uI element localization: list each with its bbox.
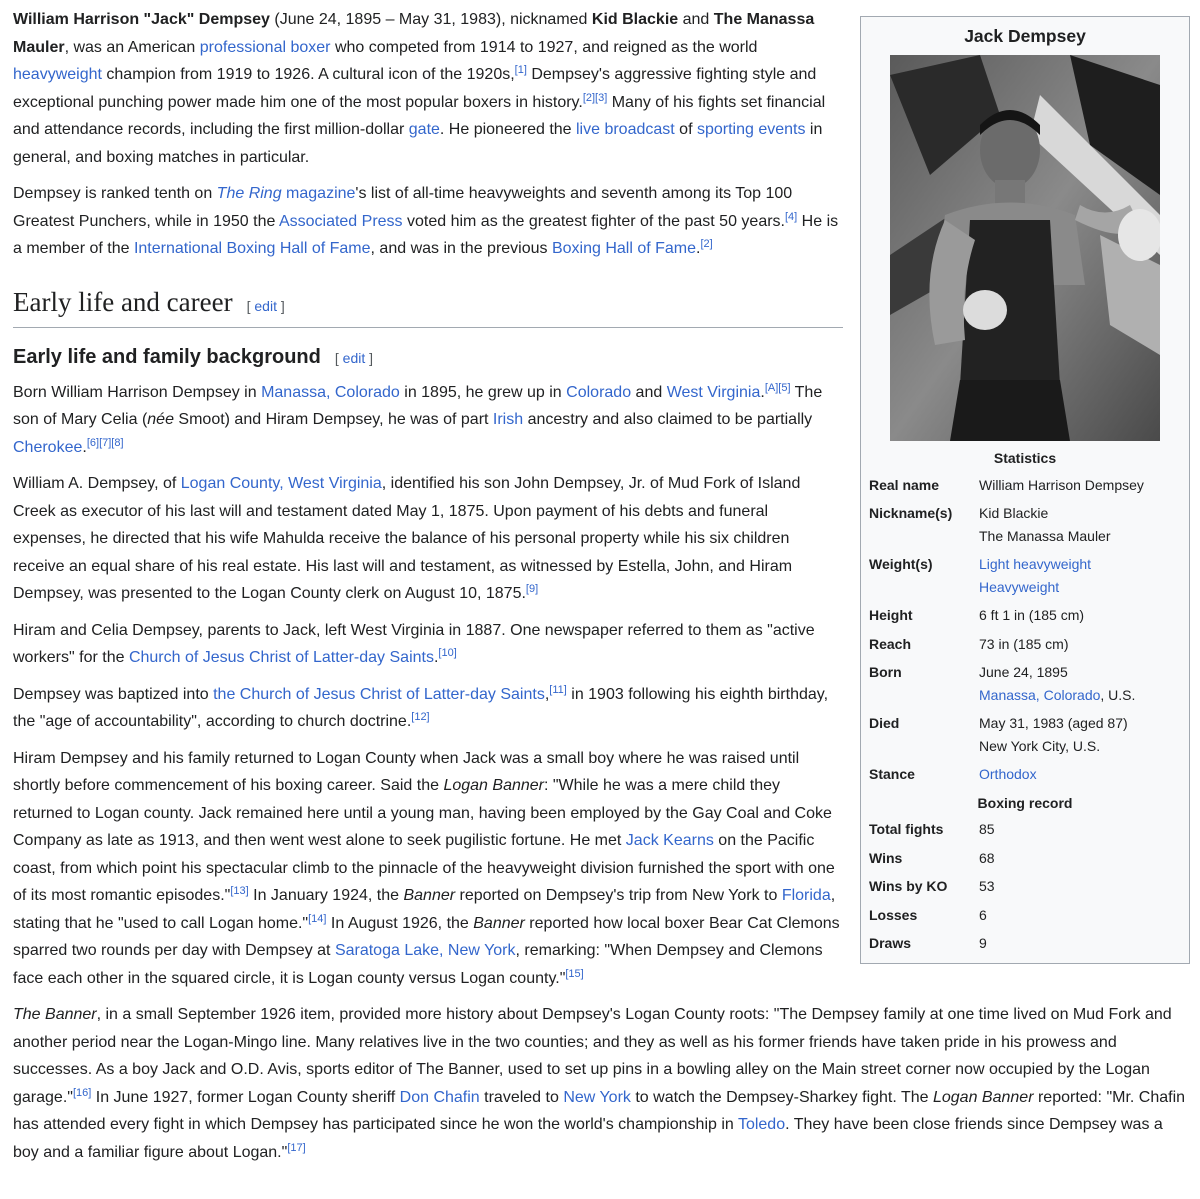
reach-label: Reach — [869, 635, 912, 652]
text: voted him as the greatest fighter of the past 50 years. — [402, 212, 785, 230]
died-date: May 31, 1983 (aged 87) — [979, 715, 1128, 731]
nickname-manassa-mauler: The Manassa Mauler — [13, 11, 815, 56]
text: Hiram Dempsey and his family returned to Logan County when Jack was a small boy where he was raised until shortly before commencement of his boxing career. Said the — [13, 749, 800, 794]
section-heading-early-life — [13, 285, 843, 328]
link-associated-press[interactable]: Associated Press — [278, 212, 403, 230]
real-name-label: Real name — [869, 476, 940, 493]
text: , and was in the previous — [370, 240, 552, 257]
text: , — [544, 685, 550, 703]
text-the-banner: The Banner — [13, 1006, 97, 1023]
text: (June 24, 1895 – May 31, 1983), nicknamed — [269, 11, 592, 28]
link-west-virginia[interactable]: West Virginia — [666, 383, 761, 401]
text: to watch the Dempsey-Sharkey fight. The — [630, 1088, 933, 1106]
text: 's list of all-time heavyweights and seventh among its Top 100 Greatest Punchers, while in 1950 the — [13, 185, 793, 230]
link-manassa-infobox[interactable]: Manassa, Colorado — [979, 686, 1101, 703]
link-jack-kearns[interactable]: Jack Kearns — [625, 832, 714, 849]
text: on the Pacific coast, from which point his spectacular climb to the pinnacle of the heavyweight division furnished the sport with one of its most romantic episodes." — [13, 832, 835, 904]
height-value: 6 ft 1 in (185 cm) — [979, 607, 1085, 623]
text: In June 1927, former Logan County sheriff — [91, 1088, 400, 1106]
infobox-row-height — [869, 604, 1181, 627]
bracket: [ — [246, 297, 255, 314]
infobox — [860, 16, 1190, 964]
link-manassa-colorado[interactable]: Manassa, Colorado — [261, 383, 400, 401]
link-live-broadcast[interactable]: live broadcast — [576, 121, 675, 138]
link-lds-church[interactable]: Church of Jesus Christ of Latter-day Saints — [128, 649, 434, 666]
link-boxing-hall-of-fame[interactable]: Boxing Hall of Fame — [551, 240, 697, 257]
subject-name: William Harrison "Jack" Dempsey — [13, 11, 270, 28]
infobox-row-stance — [869, 763, 1181, 786]
ref-4[interactable]: [4] — [784, 210, 798, 223]
ref-10[interactable]: [10] — [438, 647, 457, 659]
died-place: New York City, U.S. — [979, 737, 1101, 754]
text: in 1903 following his eighth birthday, the "age of accountability", according to church doctrine. — [13, 685, 829, 730]
infobox-row-born — [869, 661, 1181, 706]
ref-11[interactable]: [11] — [549, 683, 567, 696]
link-toledo[interactable]: Toledo — [737, 1116, 786, 1133]
ref-2b[interactable]: [2] — [700, 238, 713, 250]
ref-6[interactable]: [6] — [86, 436, 100, 449]
infobox-row-losses — [869, 904, 1181, 927]
born-label: Born — [869, 664, 902, 680]
article-content — [13, 6, 1188, 1175]
bracket: [ — [334, 349, 343, 366]
ref-1[interactable]: [1] — [514, 64, 527, 76]
edit-link[interactable]: edit — [254, 297, 277, 314]
infobox-row-draws — [869, 932, 1181, 955]
text: Hiram and Celia Dempsey, parents to Jack, left West Virginia in 1887. One newspaper referred to them as "active workers" for the — [13, 621, 815, 666]
ref-7[interactable]: [7] — [99, 436, 112, 449]
losses-label: Losses — [869, 906, 918, 923]
draws-label: Draws — [869, 935, 912, 951]
text-banner: Banner — [403, 887, 456, 904]
bracket: ] — [365, 349, 374, 366]
edit-section-early-life — [247, 298, 285, 314]
text: . — [696, 240, 701, 257]
text: In January 1924, the — [248, 887, 404, 904]
ref-14[interactable]: [14] — [308, 912, 327, 925]
link-lds-church-2[interactable]: the Church of Jesus Christ of Latter-day Saints — [213, 685, 545, 703]
total-fights-label: Total fights — [869, 821, 944, 837]
wins-value: 68 — [979, 849, 995, 866]
text: Dempsey is ranked tenth on — [13, 185, 217, 202]
text: champion from 1919 to 1926. A cultural icon of the 1920s, — [101, 66, 515, 83]
link-the-ring[interactable]: The Ring — [216, 185, 282, 202]
infobox-row-total — [869, 818, 1181, 841]
text: Dempsey's aggressive fighting style and exceptional punching power made him one of the most popular boxers in history. — [13, 66, 817, 111]
text: , in a small September 1926 item, provided more history about Dempsey's Logan County roots: "The Dempsey family at one time lived on Mud Fork and another period near the Logan-Mingo line. Many relatives live in the two counties; and they as well as his former friends have taken pride in his prowess and successes. As a boy Jack and O.D. Avis, sports editor of The Banner, used to set up pins in a bowling alley on the Main street corner now occupied by the Logan garage." — [13, 1006, 1172, 1106]
real-name-value: William Harrison Dempsey — [979, 476, 1144, 493]
infobox-statistics-header: Statistics — [993, 450, 1057, 466]
text: reported: "Mr. Chafin has attended every fight in which Dempsey has participated since he won the world's championship in — [13, 1088, 1186, 1133]
text: William A. Dempsey, of — [13, 475, 181, 492]
text: ancestry and also claimed to be partially — [523, 411, 813, 428]
text: Many of his fights set financial and attendance records, including the first million-dollar — [13, 93, 826, 138]
ref-9[interactable]: [9] — [525, 583, 539, 595]
ref-5[interactable]: [5] — [778, 381, 791, 394]
text-nee: née — [147, 411, 174, 428]
text: , remarking: "When Dempsey and Clemons face each other in the squared circle, it is Logan county versus Logan county." — [13, 942, 823, 987]
link-light-heavyweight[interactable]: Light heavyweight — [979, 556, 1092, 572]
wins-by-ko-value: 53 — [979, 878, 995, 894]
text: of — [674, 121, 697, 138]
died-value — [979, 712, 1181, 757]
edit-link[interactable]: edit — [342, 349, 366, 366]
link-orthodox[interactable]: Orthodox — [979, 766, 1037, 782]
link-magazine[interactable]: magazine — [281, 185, 356, 202]
edit-subsection-family — [335, 350, 373, 366]
text: Dempsey was baptized into — [13, 685, 214, 703]
born-country: , U.S. — [1100, 686, 1136, 703]
wins-label: Wins — [869, 849, 903, 866]
ref-13[interactable]: [13] — [230, 885, 249, 897]
heading-text: Early life and career — [13, 286, 233, 317]
ref-A[interactable]: [A] — [764, 381, 779, 394]
text: traveled to — [479, 1088, 564, 1106]
infobox-row-died — [869, 712, 1181, 757]
text: , was an American — [64, 38, 200, 56]
nicknames-value — [979, 502, 1181, 547]
nickname-kid-blackie: Kid Blackie — [591, 11, 679, 28]
ref-16[interactable]: [16] — [72, 1086, 92, 1099]
weights-label: Weight(s) — [869, 556, 933, 572]
text: and — [631, 383, 667, 401]
link-heavyweight-infobox[interactable]: Heavyweight — [979, 578, 1060, 595]
text: . They have been close friends since Dempsey was a boy and a familiar figure about Logan." — [13, 1116, 1163, 1161]
text-logan-banner: Logan Banner — [443, 777, 544, 794]
text: In August 1926, the — [326, 914, 474, 932]
nicknames-label: Nickname(s) — [869, 505, 953, 521]
link-new-york[interactable]: New York — [563, 1088, 631, 1106]
infobox-row-wins — [869, 847, 1181, 870]
link-don-chafin[interactable]: Don Chafin — [399, 1088, 480, 1106]
infobox-record-header: Boxing record — [977, 794, 1073, 811]
text: He is a member of the — [13, 212, 839, 257]
losses-value: 6 — [979, 906, 987, 923]
text: reported on Dempsey's trip from New York to — [455, 887, 782, 904]
link-logan-county-wv[interactable]: Logan County, West Virginia — [180, 475, 382, 492]
text: in 1895, he grew up in — [399, 383, 567, 401]
infobox-row-weights — [869, 553, 1181, 598]
heading-text: Early life and family background — [13, 345, 321, 368]
total-fights-value: 85 — [979, 821, 995, 837]
link-irish[interactable]: Irish — [492, 411, 524, 428]
ref-15[interactable]: [15] — [565, 967, 584, 980]
weights-value — [979, 553, 1181, 598]
draws-value: 9 — [979, 935, 987, 951]
text: Smoot) and Hiram Dempsey, he was of part — [173, 411, 493, 428]
ref-8[interactable]: [8] — [111, 436, 124, 449]
stance-label: Stance — [869, 766, 915, 782]
text: Born William Harrison Dempsey in — [13, 383, 262, 401]
text: The son of Mary Celia ( — [13, 383, 823, 428]
born-date: June 24, 1895 — [979, 664, 1068, 680]
text: who competed from 1914 to 1927, and reigned as the world — [330, 38, 758, 56]
ref-2[interactable]: [2] — [582, 91, 596, 104]
infobox-row-real-name — [869, 474, 1181, 497]
link-saratoga-lake[interactable]: Saratoga Lake, New York — [334, 942, 516, 959]
link-professional-boxer[interactable]: professional boxer — [199, 38, 331, 56]
link-sporting-events[interactable]: sporting events — [696, 121, 806, 138]
ref-12[interactable]: [12] — [411, 711, 430, 723]
text: and — [678, 11, 714, 28]
body-paragraph-banner — [13, 1001, 1188, 1166]
ref-17[interactable]: [17] — [287, 1141, 306, 1154]
text: . — [433, 649, 439, 666]
text: reported how local boxer Bear Cat Clemons sparred two rounds per day with Dempsey at — [13, 914, 840, 959]
text: , identified his son John Dempsey, Jr. of Mud Fork of Island Creek as executor of his last will and testament dated May 1, 1875. Upon payment of his debts and funeral expenses, he directed that his wife Mahulda receive the balance of his personal property while his six children receive an equal share of his real estate. His last will and testament, as witnessed by Estella, John, and Hiram Dempsey, was presented to the Logan County clerk on August 10, 1875. — [13, 475, 801, 602]
nickname-1: Kid Blackie — [979, 505, 1049, 521]
link-gate[interactable]: gate — [408, 121, 440, 138]
link-florida[interactable]: Florida — [781, 887, 831, 904]
link-heavyweight[interactable]: heavyweight — [13, 66, 102, 83]
bracket: ] — [276, 297, 285, 314]
died-label: Died — [869, 715, 900, 731]
height-label: Height — [869, 607, 913, 623]
text: . He pioneered the — [439, 121, 576, 138]
text-logan-banner: Logan Banner — [932, 1088, 1034, 1106]
link-colorado[interactable]: Colorado — [566, 383, 632, 401]
born-value — [979, 661, 1181, 706]
infobox-row-reach — [869, 633, 1181, 656]
text: , stating that he "used to call Logan home." — [13, 887, 836, 932]
infobox-row-ko — [869, 875, 1181, 898]
wins-by-ko-label: Wins by KO — [869, 878, 948, 894]
text: in general, and boxing matches in particular. — [13, 121, 823, 166]
portrait-photo[interactable] — [890, 55, 1160, 441]
ref-3[interactable]: [3] — [595, 91, 608, 104]
infobox-title: Jack Dempsey — [964, 26, 1086, 46]
text: : "While he was a mere child they returned to Logan county. Jack remained here until a young man, having been employed by the Gay Coal and Coke Company as late as 1913, and then went west alone to seek pugilistic fortune. He met — [13, 777, 832, 849]
text-banner: Banner — [473, 914, 525, 932]
text: . — [82, 438, 87, 456]
link-ibhof[interactable]: International Boxing Hall of Fame — [133, 240, 371, 257]
text: . — [760, 383, 765, 401]
reach-value: 73 in (185 cm) — [979, 635, 1069, 652]
link-cherokee[interactable]: Cherokee — [13, 438, 83, 456]
infobox-row-nicknames — [869, 502, 1181, 547]
nickname-2: The Manassa Mauler — [979, 527, 1111, 544]
